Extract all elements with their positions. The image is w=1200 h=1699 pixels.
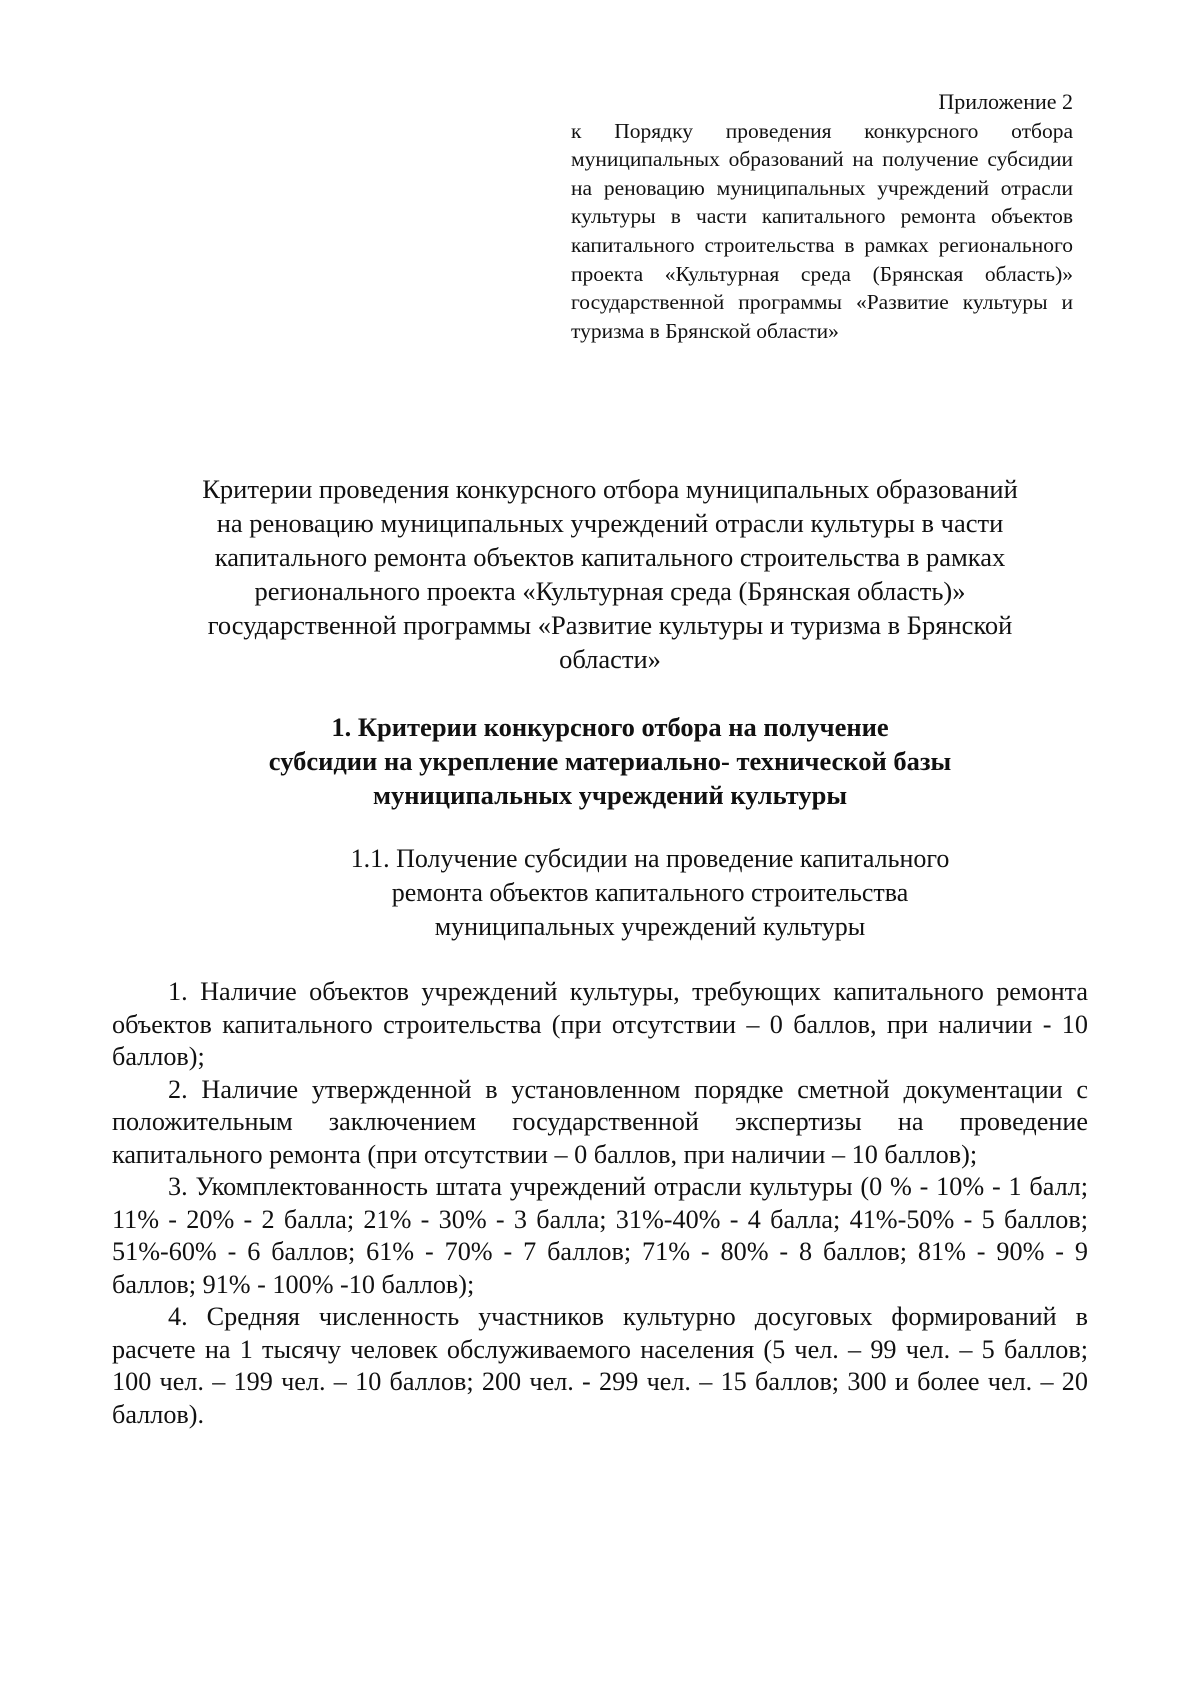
section-1-heading: [230, 710, 990, 812]
title-line: области»: [559, 644, 661, 674]
subsection-heading-line: ремонта объектов капитального строительства: [391, 878, 909, 907]
document-title: [140, 472, 1080, 676]
appendix-reference-text: к Порядку проведения конкурсного отбора муниципальных образований на получение субсидии на реновацию муниципальных учреждений отрасли культуры в части капитального ремонта объектов капитального строительства в рамках регионального проекта «Культурная среда (Брянская область)» государственной программы «Развитие культуры и туризма в Брянской области»: [571, 118, 1073, 343]
criterion-item: 1. Наличие объектов учреждений культуры, требующих капитального ремонта объектов капитального строительства (при отсутствии – 0 баллов, при наличии - 10 баллов);: [112, 977, 1088, 1071]
criterion-item: 2. Наличие утвержденной в установленном порядке сметной документации с положительным заключением государственной экспертизы на проведение капитального ремонта (при отсутствии – 0 баллов, при наличии – 10 баллов);: [112, 1074, 1088, 1169]
section-heading-line: муниципальных учреждений культуры: [372, 780, 848, 810]
title-line: регионального проекта «Культурная среда (Брянская область)»: [254, 576, 966, 606]
section-heading-line: субсидии на укрепление материально- технической базы: [268, 746, 952, 776]
subsection-heading-line: муниципальных учреждений культуры: [434, 912, 866, 941]
criteria-list: [112, 976, 1088, 1431]
section-heading-line: 1. Критерии конкурсного отбора на получение: [331, 712, 889, 742]
title-line: Критерии проведения конкурсного отбора муниципальных образований: [202, 474, 1018, 504]
title-line: на реновацию муниципальных учреждений отрасли культуры в части: [216, 508, 1004, 538]
appendix-label: Приложение 2: [938, 89, 1073, 114]
criterion-item: 4. Средняя численность участников культурно досуговых формирований в расчете на 1 тысячу человек обслуживаемого населения (5 чел. – 99 чел. – 5 баллов; 100 чел. – 199 чел. – 10 баллов; 200 чел. - 299 чел. – 15 баллов; 300 и более чел. – 20 баллов).: [112, 1302, 1088, 1429]
subsection-1-1-heading: [290, 842, 1010, 944]
subsection-heading-line: 1.1. Получение субсидии на проведение капитального: [350, 844, 950, 873]
appendix-block: [571, 88, 1073, 345]
criterion-item: 3. Укомплектованность штата учреждений отрасли культуры (0 % - 10% - 1 балл; 11% - 20% - 2 балла; 21% - 30% - 3 балла; 31%-40% - 4 балла; 41%-50% - 5 баллов; 51%-60% - 6 баллов; 61% - 70% - 7 баллов; 71% - 80% - 8 баллов; 81% - 90% - 9 баллов; 91% - 100% -10 баллов);: [112, 1172, 1088, 1299]
title-line: капитального ремонта объектов капитального строительства в рамках: [214, 542, 1006, 572]
title-line: государственной программы «Развитие культуры и туризма в Брянской: [207, 610, 1013, 640]
